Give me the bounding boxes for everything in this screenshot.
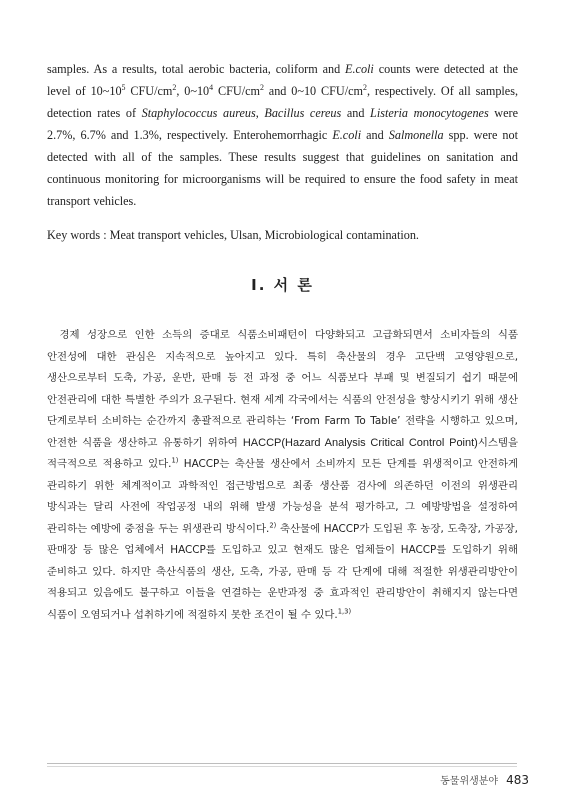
species-name: E.coli <box>332 128 362 142</box>
abstract-segment: , respectively. Of all samples, detection rates of <box>47 84 518 120</box>
footer-rule <box>47 763 517 764</box>
page-footer <box>440 772 529 787</box>
exponent: 4 <box>209 82 214 92</box>
abstract-segment: spp. were not detected with all of the samples. These results suggest that guidelines on sanitation and continuous monitoring for microorganisms will be required to ensure the food safety in meat transport vehicles. <box>47 128 518 208</box>
body-segment: 시스템을 적극적으로 적용하고 있다. <box>47 436 518 470</box>
reference-marker: 1,3) <box>337 607 352 616</box>
species-name: Salmonella <box>388 128 444 142</box>
body-segment: 축산물에 HACCP가 도입된 후 농장, 도축장, 가공장, 판매장 등 많은 업체에서 HACCP를 도입하고 있고 현재도 많은 업체들이 HACCP를 도입하기 위해 준비하고 있다. 하지만 축산식품의 생산, 도축, 가공, 판매 등 각 단계에 대해 적절한 위생관리방안이 적용되고 있음에도 불구하고 이들을 연결하는 운반과정 중 효과적인 관리방안이 취해지지 않는다면 식품이 오염되거나 섭취하기에 적절하지 못한 조건이 될 수 있다. <box>47 522 518 621</box>
abstract-segment: and 0~10 CFU/cm <box>263 84 364 98</box>
footer-rule-secondary <box>47 766 517 767</box>
reference-marker: 2) <box>269 521 277 530</box>
species-name: Staphylococcus aureus <box>141 106 256 120</box>
journal-section-label: 동물위생분야 <box>440 776 499 787</box>
abstract-segment: were 2.7%, 6.7% and 1.3%, respectively. Enterohemorrhagic <box>47 106 518 142</box>
body-segment: HACCP는 축산물 생산에서 소비까지 모든 단계를 위생적이고 안전하게 관리하기 위한 체계적이고 과학적인 접근방법으로 최종 생산품 검사에 의존하던 이전의 위생관리 방식과는 달리 사전에 작업공정 내의 위해 발생 가능성을 분석 평가하고, 그 예방방법을 설정하여 관리하는 예방에 중점을 두는 위생관리 방식이다. <box>47 458 518 535</box>
abstract-segment: and <box>341 106 371 120</box>
exponent: 2 <box>172 82 177 92</box>
abstract-segment: counts were detected at the level of 10~10 <box>47 62 518 98</box>
body-segment: 경제 성장으로 인한 소득의 증대로 식품소비패턴이 다양화되고 고급화되면서 소비자들의 식품 안전성에 대한 관심은 지속적으로 높아지고 있다. 특히 축산물의 경우 고단백 고영양원으로, 생산으로부터 도축, 가공, 운반, 판매 등 전 과정 중 어느 식품보다 부패 및 변질되기 쉽기 때문에 안전관리에 대한 특별한 주의가 요구된다. 현재 세계 각국에서는 식품의 안전성을 향상시키기 위해 생산 단계로부터 소비하는 순간까지 총괄적으로 관리하는 ‘From Farm To Table’ 전략을 시행하고 있으며, 안전한 식품을 생산하고 유통하기 위하여 <box>47 329 518 449</box>
section-heading-introduction: Ⅰ. 서 론 <box>251 276 314 294</box>
species-name: Listeria monocytogenes <box>370 106 489 120</box>
species-name: E.coli <box>345 62 374 76</box>
body-segment: HACCP(Hazard Analysis Critical Control Point) <box>242 436 478 449</box>
abstract-segment: , 0~10 <box>176 84 210 98</box>
page-number: 483 <box>506 773 529 787</box>
abstract-segment: and <box>361 128 389 142</box>
abstract-segment: CFU/cm <box>213 84 260 98</box>
page-content <box>47 58 518 626</box>
abstract-text <box>47 58 518 212</box>
abstract-segment: CFU/cm <box>125 84 173 98</box>
abstract-segment: samples. As a results, total aerobic bacteria, coliform and <box>47 62 346 76</box>
reference-marker: 1) <box>171 456 179 465</box>
exponent: 5 <box>121 82 126 92</box>
exponent: 2 <box>363 82 367 92</box>
exponent: 2 <box>259 82 264 92</box>
species-name: Bacillus cereus <box>264 106 342 120</box>
introduction-paragraph <box>47 325 518 626</box>
keywords-line: Key words : Meat transport vehicles, Ulsan, Microbiological contamination. <box>47 228 419 242</box>
abstract-segment: , <box>255 106 265 120</box>
